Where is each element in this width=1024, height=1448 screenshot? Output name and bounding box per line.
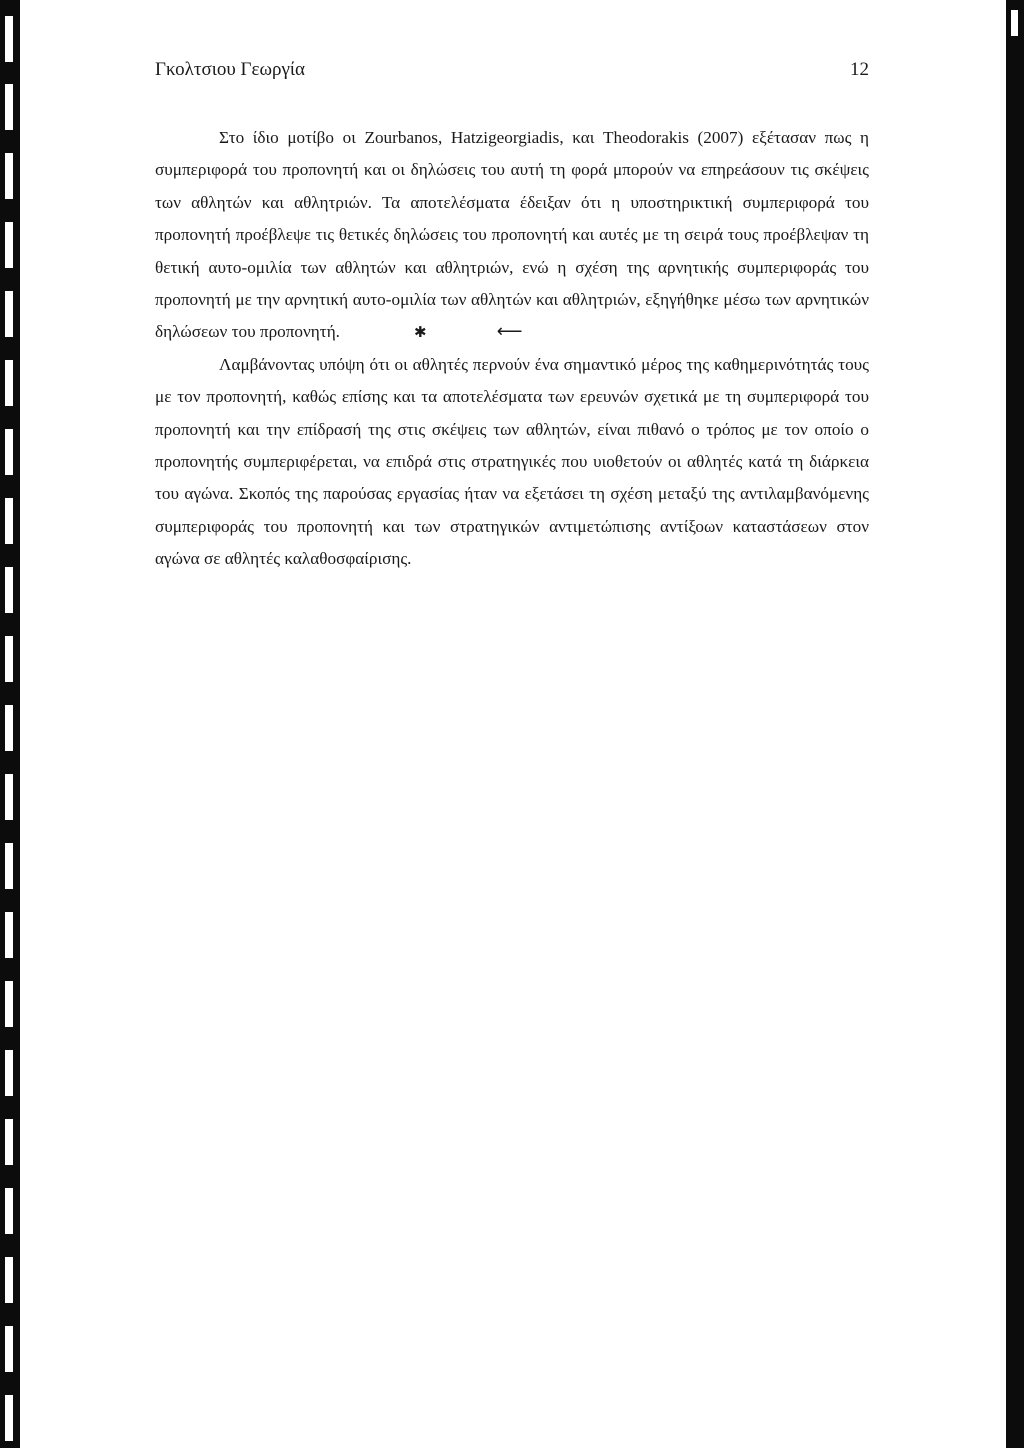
header-author: Γκολτσιου Γεωργία (155, 59, 305, 80)
paragraph (155, 349, 869, 576)
film-hole (5, 1188, 13, 1234)
film-hole (5, 429, 13, 475)
film-hole (5, 1326, 13, 1372)
film-hole (5, 1257, 13, 1303)
paragraph-text: Στο ίδιο μοτίβο οι Zourbanos, Hatzigeorgiadis, και Theodorakis (2007) εξέτασαν πως η συμπεριφορά του προπονητή και οι δηλώσεις του αυτή τη φορά μπορούν να επηρεάσουν τις σκέψεις των αθλητών και αθλητριών. Τα αποτελέσματα έδειξαν ότι η υποστηρικτική συμπεριφορά του προπονητή προέβλεψε τις θετικές δηλώσεις του προπονητή και αυτές με τη σειρά τους προέβλεψαν τη θετική αυτο-ομιλία των αθλητών και αθλητριών, ενώ η σχέση της αρνητικής συμπεριφοράς του προπονητή με την αρνητική αυτο-ομιλία των αθλητών και αθλητριών, εξηγήθηκε μέσω των αρνητικών δηλώσεων του προπονητή. (155, 128, 869, 342)
film-hole (5, 16, 13, 62)
film-hole (5, 567, 13, 613)
film-hole (5, 636, 13, 682)
film-hole (5, 498, 13, 544)
document-body (155, 122, 869, 576)
film-hole (5, 360, 13, 406)
film-hole (5, 912, 13, 958)
film-hole (1011, 10, 1018, 36)
page-number: 12 (850, 59, 869, 80)
film-hole (5, 774, 13, 820)
film-hole (5, 222, 13, 268)
asterisk-mark-icon: ✱ (413, 323, 427, 342)
scan-edge-left (0, 0, 20, 1448)
film-hole (5, 1119, 13, 1165)
film-hole (5, 153, 13, 199)
film-hole (5, 84, 13, 130)
paragraph (155, 122, 869, 349)
arrow-left-icon: ⟵ (496, 321, 523, 343)
film-hole (5, 291, 13, 337)
film-hole (5, 705, 13, 751)
film-hole (5, 981, 13, 1027)
paragraph-text: Λαμβάνοντας υπόψη ότι οι αθλητές περνούν ένα σημαντικό μέρος της καθημερινότητάς τους με τον προπονητή, καθώς επίσης και τα αποτελέσματα των ερευνών σχετικά με τη συμπεριφορά του προπονητή και την επίδρασή της στις σκέψεις των αθλητών, είναι πιθανό ο τρόπος με τον οποίο ο προπονητής συμπεριφέρεται, να επιδρά στις στρατηγικές που υιοθετούν οι αθλητές κατά τη διάρκεια του αγώνα. Σκοπός της παρούσας εργασίας ήταν να εξετάσει τη σχέση μεταξύ της αντιλαμβανόμενης συμπεριφοράς του προπονητή και των στρατηγικών αντιμετώπισης αντίξοων καταστάσεων στον αγώνα σε αθλητές καλαθοσφαίρισης. (155, 354, 869, 569)
film-hole (5, 843, 13, 889)
page-header (155, 59, 869, 81)
film-hole (5, 1395, 13, 1441)
scan-edge-right (1006, 0, 1024, 1448)
film-hole (5, 1050, 13, 1096)
